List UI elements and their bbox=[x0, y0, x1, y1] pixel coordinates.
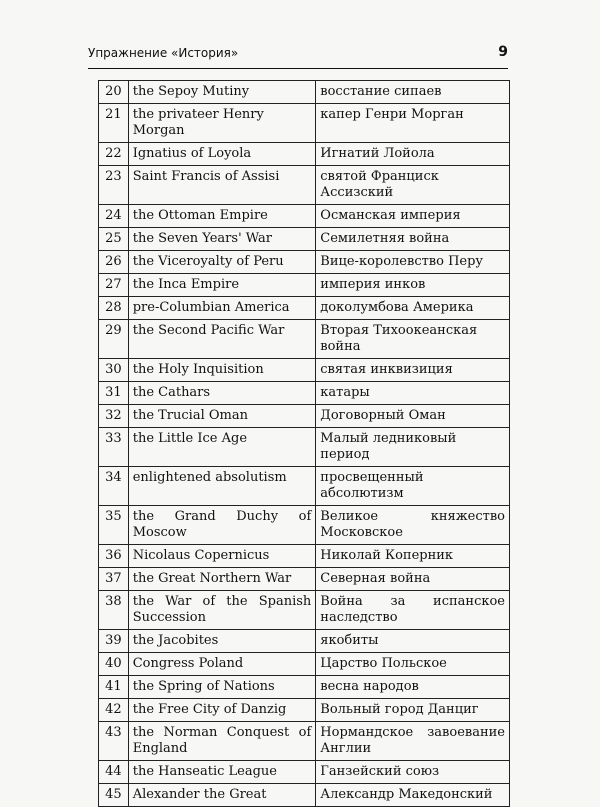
russian-translation: Нормандское завоевание Англии bbox=[316, 722, 510, 761]
english-term: enlightened absolutism bbox=[128, 467, 316, 506]
row-number: 26 bbox=[99, 251, 129, 274]
english-term: the Little Ice Age bbox=[128, 428, 316, 467]
english-term: the War of the Spanish Succession bbox=[128, 591, 316, 630]
row-number: 34 bbox=[99, 467, 129, 506]
russian-translation: Игнатий Лойола bbox=[316, 143, 510, 166]
table-row bbox=[99, 467, 510, 506]
table-row bbox=[99, 545, 510, 568]
row-number: 41 bbox=[99, 676, 129, 699]
row-number: 30 bbox=[99, 359, 129, 382]
row-number: 23 bbox=[99, 166, 129, 205]
russian-translation: Великое княжество Московское bbox=[316, 506, 510, 545]
russian-translation: Вторая Тихоокеанская война bbox=[316, 320, 510, 359]
row-number: 24 bbox=[99, 205, 129, 228]
terms-table bbox=[98, 80, 510, 807]
russian-translation: восстание сипаев bbox=[316, 81, 510, 104]
row-number: 43 bbox=[99, 722, 129, 761]
table-row bbox=[99, 405, 510, 428]
table-row bbox=[99, 359, 510, 382]
russian-translation: Договорный Оман bbox=[316, 405, 510, 428]
russian-translation: Ганзейский союз bbox=[316, 761, 510, 784]
table-row bbox=[99, 428, 510, 467]
english-term: the Inca Empire bbox=[128, 274, 316, 297]
row-number: 37 bbox=[99, 568, 129, 591]
russian-translation: Александр Македонский bbox=[316, 784, 510, 807]
russian-translation: святая инквизиция bbox=[316, 359, 510, 382]
table-row bbox=[99, 761, 510, 784]
page-header bbox=[88, 44, 508, 66]
russian-translation: капер Генри Морган bbox=[316, 104, 510, 143]
english-term: the privateer Henry Morgan bbox=[128, 104, 316, 143]
russian-translation: Северная война bbox=[316, 568, 510, 591]
table-row bbox=[99, 81, 510, 104]
english-term: the Trucial Oman bbox=[128, 405, 316, 428]
terms-table-body bbox=[99, 81, 510, 807]
english-term: Nicolaus Copernicus bbox=[128, 545, 316, 568]
row-number: 40 bbox=[99, 653, 129, 676]
english-term: the Great Northern War bbox=[128, 568, 316, 591]
english-term: the Grand Duchy of Moscow bbox=[128, 506, 316, 545]
english-term: the Seven Years' War bbox=[128, 228, 316, 251]
table-row bbox=[99, 653, 510, 676]
table-row bbox=[99, 676, 510, 699]
table-row bbox=[99, 143, 510, 166]
table-row bbox=[99, 228, 510, 251]
row-number: 27 bbox=[99, 274, 129, 297]
english-term: Saint Francis of Assisi bbox=[128, 166, 316, 205]
table-row bbox=[99, 251, 510, 274]
russian-translation: якобиты bbox=[316, 630, 510, 653]
row-number: 42 bbox=[99, 699, 129, 722]
table-row bbox=[99, 166, 510, 205]
row-number: 45 bbox=[99, 784, 129, 807]
english-term: Alexander the Great bbox=[128, 784, 316, 807]
english-term: the Ottoman Empire bbox=[128, 205, 316, 228]
table-row bbox=[99, 591, 510, 630]
english-term: the Jacobites bbox=[128, 630, 316, 653]
table-row bbox=[99, 382, 510, 405]
row-number: 39 bbox=[99, 630, 129, 653]
russian-translation: империя инков bbox=[316, 274, 510, 297]
english-term: pre-Columbian America bbox=[128, 297, 316, 320]
russian-translation: просвещенный абсолютизм bbox=[316, 467, 510, 506]
russian-translation: Вольный город Данциг bbox=[316, 699, 510, 722]
table-row bbox=[99, 568, 510, 591]
row-number: 44 bbox=[99, 761, 129, 784]
table-row bbox=[99, 630, 510, 653]
english-term: the Spring of Nations bbox=[128, 676, 316, 699]
row-number: 29 bbox=[99, 320, 129, 359]
russian-translation: Семилетняя война bbox=[316, 228, 510, 251]
row-number: 33 bbox=[99, 428, 129, 467]
row-number: 21 bbox=[99, 104, 129, 143]
russian-translation: весна народов bbox=[316, 676, 510, 699]
english-term: the Hanseatic League bbox=[128, 761, 316, 784]
row-number: 38 bbox=[99, 591, 129, 630]
english-term: the Holy Inquisition bbox=[128, 359, 316, 382]
row-number: 35 bbox=[99, 506, 129, 545]
table-row bbox=[99, 722, 510, 761]
english-term: the Second Pacific War bbox=[128, 320, 316, 359]
table-row bbox=[99, 699, 510, 722]
header-rule bbox=[88, 68, 508, 69]
english-term: Ignatius of Loyola bbox=[128, 143, 316, 166]
row-number: 32 bbox=[99, 405, 129, 428]
row-number: 20 bbox=[99, 81, 129, 104]
russian-translation: доколумбова Америка bbox=[316, 297, 510, 320]
russian-translation: Малый ледниковый период bbox=[316, 428, 510, 467]
row-number: 22 bbox=[99, 143, 129, 166]
table-row bbox=[99, 506, 510, 545]
russian-translation: Война за испанское наследство bbox=[316, 591, 510, 630]
russian-translation: Вице-королевство Перу bbox=[316, 251, 510, 274]
row-number: 36 bbox=[99, 545, 129, 568]
table-row bbox=[99, 274, 510, 297]
table-row bbox=[99, 104, 510, 143]
english-term: Congress Poland bbox=[128, 653, 316, 676]
english-term: the Viceroyalty of Peru bbox=[128, 251, 316, 274]
russian-translation: катары bbox=[316, 382, 510, 405]
english-term: the Norman Conquest of England bbox=[128, 722, 316, 761]
russian-translation: Николай Коперник bbox=[316, 545, 510, 568]
russian-translation: святой Франциск Ассизский bbox=[316, 166, 510, 205]
page-number: 9 bbox=[498, 44, 508, 60]
row-number: 31 bbox=[99, 382, 129, 405]
russian-translation: Османская империя bbox=[316, 205, 510, 228]
row-number: 25 bbox=[99, 228, 129, 251]
row-number: 28 bbox=[99, 297, 129, 320]
section-title: Упражнение «История» bbox=[88, 46, 239, 60]
russian-translation: Царство Польское bbox=[316, 653, 510, 676]
english-term: the Free City of Danzig bbox=[128, 699, 316, 722]
english-term: the Sepoy Mutiny bbox=[128, 81, 316, 104]
table-row bbox=[99, 205, 510, 228]
english-term: the Cathars bbox=[128, 382, 316, 405]
table-row bbox=[99, 297, 510, 320]
table-row bbox=[99, 320, 510, 359]
table-row bbox=[99, 784, 510, 807]
